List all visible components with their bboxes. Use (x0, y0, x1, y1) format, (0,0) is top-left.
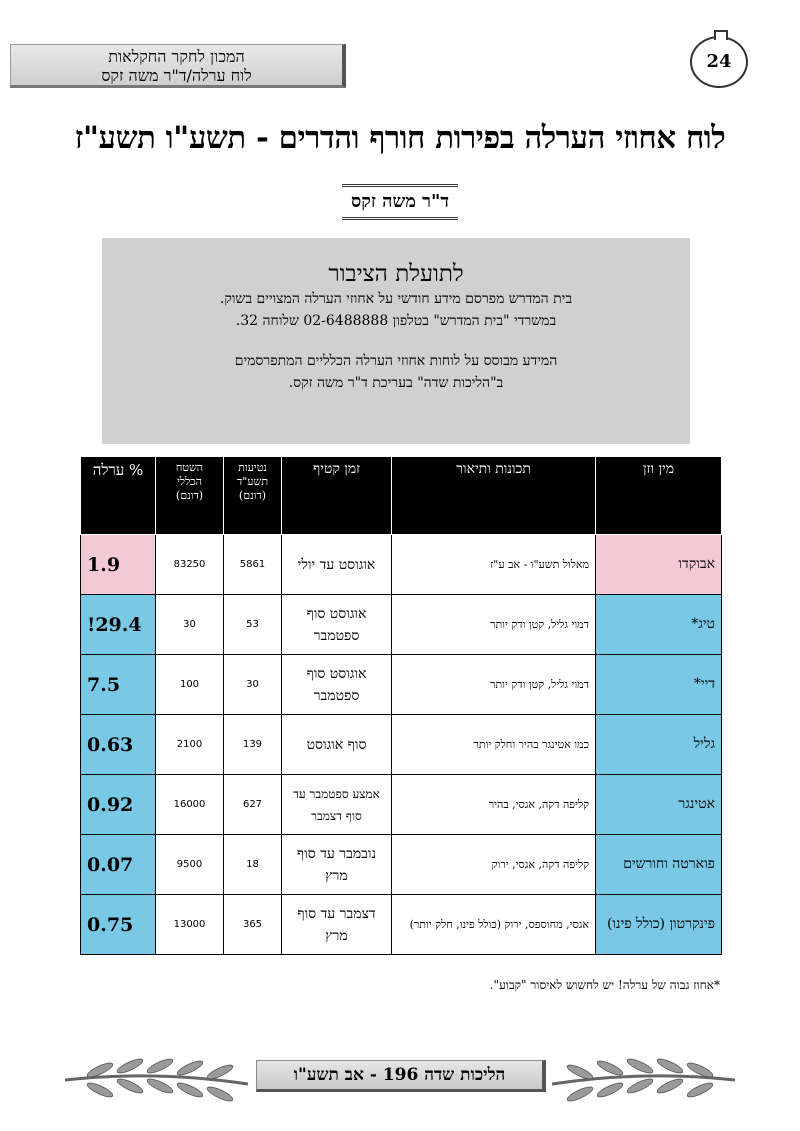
description-cell: אגסי, מחוספס, ירוק (כולל פינו, חלק יותר) (392, 895, 596, 955)
column-header-species: מין וזן (596, 457, 722, 535)
orla-pct-cell: 0.07 (81, 835, 156, 895)
description-cell: מאלול תשע"ו - אב ע"ז (392, 535, 596, 595)
header-subtitle: לוח ערלה/ד"ר משה זקס (101, 66, 252, 85)
orla-pct-cell: 1.9 (81, 535, 156, 595)
total-area-cell: 30 (156, 595, 224, 655)
column-header-total-area: השטח הכללי (דונם) (156, 457, 224, 535)
description-cell: כמו אטינגר בהיר וחלק יותר (392, 715, 596, 775)
planting-cell: 30 (224, 655, 282, 715)
description-cell: קליפה דקה, אגסי, בהיר (392, 775, 596, 835)
total-area-cell: 16000 (156, 775, 224, 835)
planting-cell: 18 (224, 835, 282, 895)
species-cell: גליל (596, 715, 722, 775)
orla-pct-cell: !29.4 (81, 595, 156, 655)
planting-cell: 5861 (224, 535, 282, 595)
planting-cell: 627 (224, 775, 282, 835)
harvest-cell: אמצע ספטמבר עד סוף דצמבר (282, 775, 392, 835)
wheat-branch-icon (60, 1040, 250, 1115)
species-cell: פוארטה וחורשים (596, 835, 722, 895)
pomegranate-icon (690, 36, 748, 88)
total-area-cell: 13000 (156, 895, 224, 955)
wheat-branch-icon (550, 1040, 740, 1115)
species-cell: אטינגר (596, 775, 722, 835)
column-header-description: תכונות ותיאור (392, 457, 596, 535)
header-institute: המכון לחקר החקלאות (108, 47, 245, 66)
species-cell: אבוקדו (596, 535, 722, 595)
harvest-cell: אוגוסט סוף ספטמבר (282, 595, 392, 655)
table-row (81, 595, 722, 655)
species-cell: פינקרטון (כולל פינו) (596, 895, 722, 955)
orla-table (80, 456, 722, 955)
table-header-row (81, 457, 722, 535)
harvest-cell: דצמבר עד סוף מרץ (282, 895, 392, 955)
notice-line: המידע מבוסס על לוחות אחוזי הערלה הכלליים המתפרסמים (234, 353, 558, 369)
notice-box (102, 238, 690, 444)
harvest-cell: נובמבר עד סוף מרץ (282, 835, 392, 895)
table-row (81, 835, 722, 895)
planting-cell: 53 (224, 595, 282, 655)
table-row (81, 655, 722, 715)
page-number: 24 (706, 51, 732, 72)
footer-bar (256, 1060, 546, 1092)
species-cell: טיג* (596, 595, 722, 655)
author: ד"ר משה זקס (342, 184, 458, 220)
notice-line: בית המדרש מפרסם מידע חודשי על אחוזי הערלה המצויים בשוק. (219, 291, 573, 307)
harvest-cell: סוף אוגוסט (282, 715, 392, 775)
description-cell: קליפה דקה, אגסי, ירוק (392, 835, 596, 895)
column-header-orla-pct: % ערלה (81, 457, 156, 535)
orla-pct-cell: 0.63 (81, 715, 156, 775)
table-row (81, 895, 722, 955)
page-title: לוח אחוזי הערלה בפירות חורף והדרים - תשע"ו תשע"ז (74, 120, 726, 156)
column-header-harvest: זמן קטיף (282, 457, 392, 535)
footnote: *אחוז גבוה של ערלה! יש לחשוש לאיסור "קבוע". (489, 978, 720, 992)
orla-pct-cell: 0.75 (81, 895, 156, 955)
harvest-cell: אוגוסט סוף ספטמבר (282, 655, 392, 715)
planting-cell: 365 (224, 895, 282, 955)
total-area-cell: 2100 (156, 715, 224, 775)
table-row (81, 775, 722, 835)
orla-pct-cell: 7.5 (81, 655, 156, 715)
harvest-cell: אוגוסט עד יולי (282, 535, 392, 595)
notice-line: ב"הליכות שדה" בעריכת ד"ר משה זקס. (288, 375, 504, 391)
notice-heading: לתועלת הציבור (328, 261, 464, 287)
description-cell: דמוי גליל, קטן ודק יותר (392, 655, 596, 715)
planting-cell: 139 (224, 715, 282, 775)
header-tab (10, 44, 346, 88)
total-area-cell: 100 (156, 655, 224, 715)
orla-pct-cell: 0.92 (81, 775, 156, 835)
total-area-cell: 9500 (156, 835, 224, 895)
table-row (81, 535, 722, 595)
species-cell: דיי* (596, 655, 722, 715)
notice-line: במשרדי "בית המדרש" בטלפון 02-6488888 שלוחה 32. (235, 313, 557, 329)
total-area-cell: 83250 (156, 535, 224, 595)
column-header-planting: נטיעות תשע"ד (דונם) (224, 457, 282, 535)
footer-text: הליכות שדה 196 - אב תשע"ו (293, 1065, 506, 1085)
table-row (81, 715, 722, 775)
description-cell: דמוי גליל, קטן ודק יותר (392, 595, 596, 655)
